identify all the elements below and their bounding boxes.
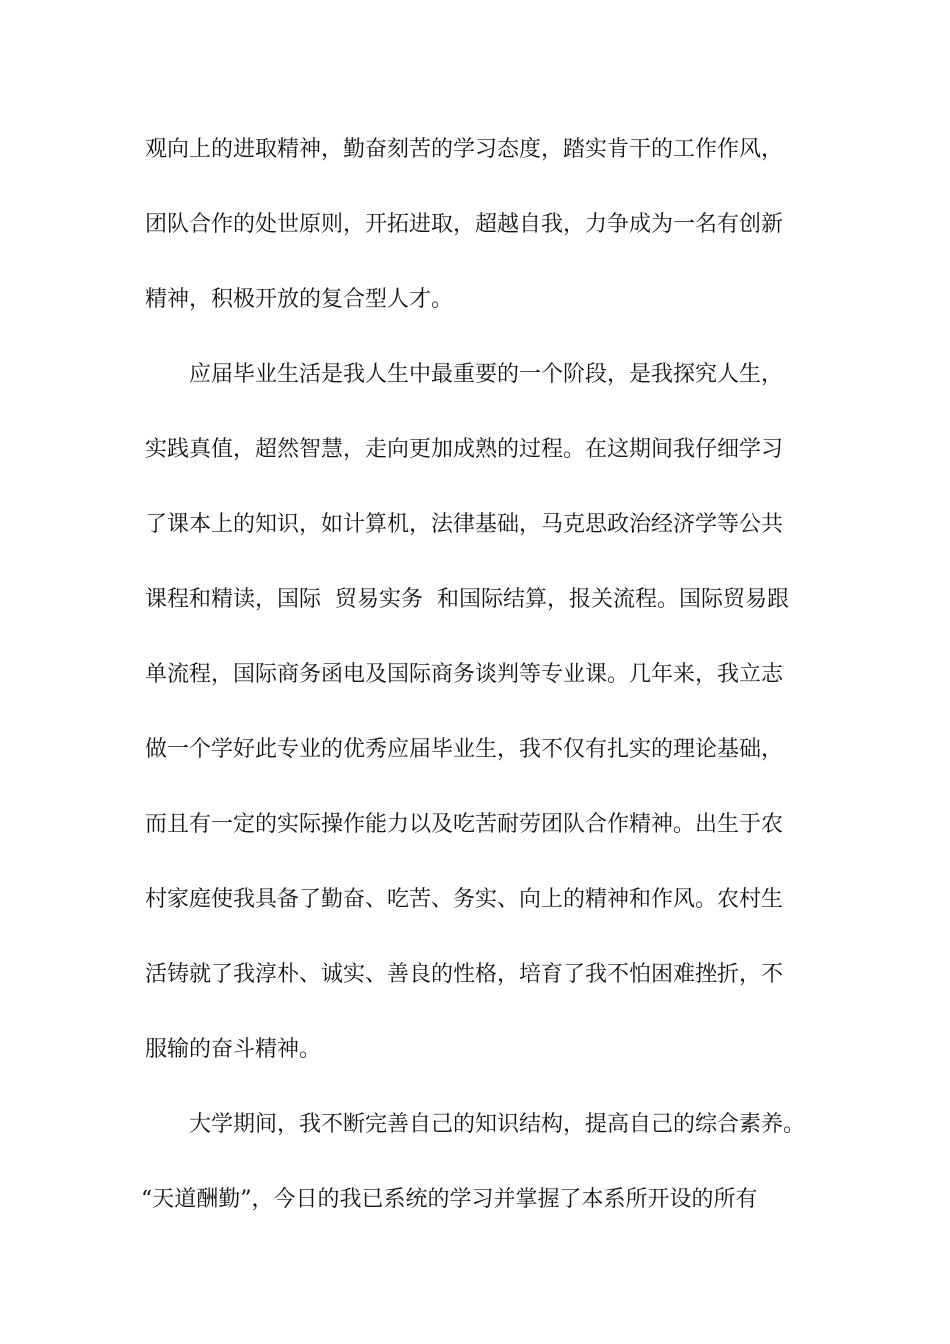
text-line: 做一个学好此专业的优秀应届毕业生，我不仅有扎实的理论基础， — [145, 737, 784, 762]
paragraph-first-line: 应届毕业生活是我人生中最重要的一个阶段，是我探究人生， — [189, 362, 784, 387]
text-line: 观向上的进取精神，勤奋刻苦的学习态度，踏实肯干的工作作风， — [145, 137, 784, 162]
text-line: 实践真值，超然智慧，走向更加成熟的过程。在这期间我仔细学习 — [145, 437, 784, 462]
text-line: “天道酬勤”，今日的我已系统的学习并掌握了本系所开设的所有 — [141, 1187, 758, 1212]
text-line: 而且有一定的实际操作能力以及吃苦耐劳团队合作精神。出生于农 — [145, 812, 784, 837]
text-line: 了课本上的知识，如计算机，法律基础，马克思政治经济学等公共 — [145, 512, 784, 537]
text-line: 村家庭使我具备了勤奋、吃苦、务实、向上的精神和作风。农村生 — [145, 887, 784, 912]
text-line: 服输的奋斗精神。 — [145, 1037, 322, 1062]
text-line: 课程和精读，国际 贸易实务 和国际结算，报关流程。国际贸易跟 — [145, 587, 789, 612]
text-line: 活铸就了我淳朴、诚实、善良的性格，培育了我不怕困难挫折，不 — [145, 962, 784, 987]
paragraph-first-line: 大学期间，我不断完善自己的知识结构，提高自己的综合素养。 — [189, 1112, 806, 1137]
text-line: 团队合作的处世原则，开拓进取，超越自我，力争成为一名有创新 — [145, 212, 784, 237]
text-line: 单流程，国际商务函电及国际商务谈判等专业课。几年来，我立志 — [145, 662, 784, 687]
text-line: 精神，积极开放的复合型人才。 — [145, 287, 454, 312]
